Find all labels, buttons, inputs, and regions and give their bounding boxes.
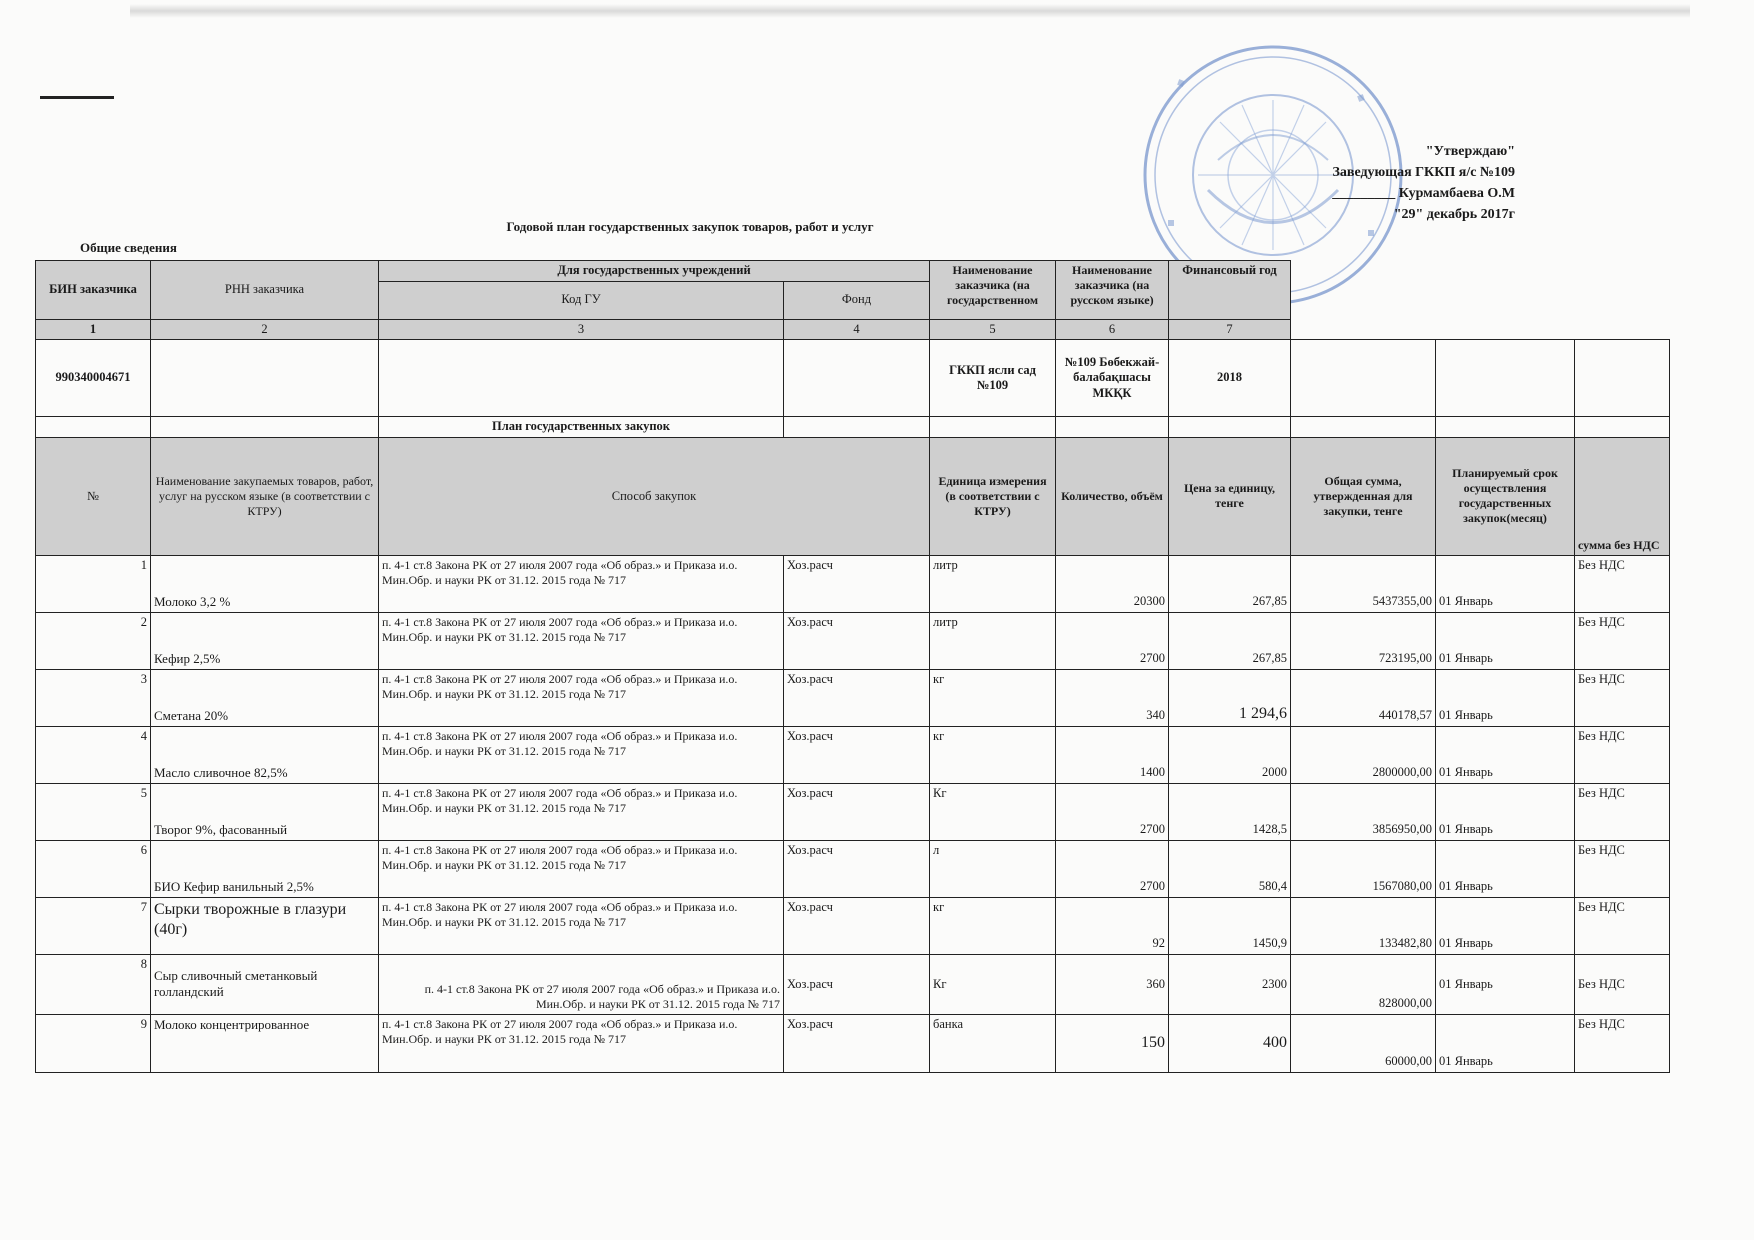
row-month: 01 Январь xyxy=(1436,897,1575,954)
row-total: 1567080,00 xyxy=(1291,840,1436,897)
table-row xyxy=(36,726,1670,783)
row-total: 723195,00 xyxy=(1291,612,1436,669)
row-price: 267,85 xyxy=(1169,555,1291,612)
approval-line-4: "29" декабрь 2017г xyxy=(1393,207,1515,222)
plan-header-num: № xyxy=(36,437,151,555)
row-price: 1428,5 xyxy=(1169,783,1291,840)
row-item-name: БИО Кефир ванильный 2,5% xyxy=(151,840,379,897)
row-month: 01 Январь xyxy=(1436,726,1575,783)
header-bin: БИН заказчика xyxy=(36,261,151,320)
row-vat: Без НДС xyxy=(1575,954,1670,1014)
row-fund: Хоз.расч xyxy=(784,726,930,783)
row-qty: 360 xyxy=(1056,954,1169,1014)
row-unit: литр xyxy=(930,555,1056,612)
table-row xyxy=(36,612,1670,669)
row-total: 828000,00 xyxy=(1291,954,1436,1014)
header-name-state: Наименование заказчика (на государственном xyxy=(930,261,1056,320)
margin-dash xyxy=(40,96,114,99)
row-unit: Кг xyxy=(930,954,1056,1014)
row-qty: 20300 xyxy=(1056,555,1169,612)
row-price: 2000 xyxy=(1169,726,1291,783)
row-item-name: Молоко концентрированное xyxy=(151,1014,379,1072)
header-gov: Для государственных учреждений xyxy=(379,261,930,282)
plan-header-unit: Единица измерения (в соответствии с КТРУ) xyxy=(930,437,1056,555)
row-vat: Без НДС xyxy=(1575,897,1670,954)
row-qty: 92 xyxy=(1056,897,1169,954)
row-vat: Без НДС xyxy=(1575,612,1670,669)
row-price: 2300 xyxy=(1169,954,1291,1014)
row-price: 400 xyxy=(1169,1014,1291,1072)
col-num-4: 4 xyxy=(784,319,930,340)
row-total: 2800000,00 xyxy=(1291,726,1436,783)
row-number: 3 xyxy=(36,669,151,726)
col-num-2: 2 xyxy=(151,319,379,340)
row-number: 5 xyxy=(36,783,151,840)
row-unit: л xyxy=(930,840,1056,897)
col-num-1: 1 xyxy=(36,319,151,340)
row-fund: Хоз.расч xyxy=(784,783,930,840)
procurement-table xyxy=(35,260,1670,1073)
row-total: 60000,00 xyxy=(1291,1014,1436,1072)
row-unit: банка xyxy=(930,1014,1056,1072)
header-name-ru: Наименование заказчика (на русском языке) xyxy=(1056,261,1169,320)
plan-header-vat: сумма без НДС xyxy=(1575,437,1670,555)
row-method: п. 4-1 ст.8 Закона РК от 27 июля 2007 года «Об образ.» и Приказа и.о. Мин.Обр. и науки РК от 31.12. 2015 года № 717 xyxy=(379,555,784,612)
row-vat: Без НДС xyxy=(1575,783,1670,840)
customer-name-state: ГККП ясли сад №109 xyxy=(930,340,1056,417)
row-price: 580,4 xyxy=(1169,840,1291,897)
col-num-6: 6 xyxy=(1056,319,1169,340)
row-month: 01 Январь xyxy=(1436,555,1575,612)
plan-header-total: Общая сумма, утвержденная для закупки, тенге xyxy=(1291,437,1436,555)
row-method: п. 4-1 ст.8 Закона РК от 27 июля 2007 года «Об образ.» и Приказа и.о. Мин.Обр. и науки РК от 31.12. 2015 года № 717 xyxy=(379,1014,784,1072)
row-total: 133482,80 xyxy=(1291,897,1436,954)
approval-line-3: _________ Курмамбаева О.М xyxy=(1332,186,1515,201)
table-row xyxy=(36,1014,1670,1072)
row-vat: Без НДС xyxy=(1575,1014,1670,1072)
scan-edge-artifact xyxy=(130,4,1690,18)
row-month: 01 Январь xyxy=(1436,612,1575,669)
general-info-label: Общие сведения xyxy=(80,240,177,255)
table-row xyxy=(36,840,1670,897)
header-rnn: РНН заказчика xyxy=(151,261,379,320)
row-fund: Хоз.расч xyxy=(784,612,930,669)
row-qty: 150 xyxy=(1056,1014,1169,1072)
row-month: 01 Январь xyxy=(1436,954,1575,1014)
table-row xyxy=(36,555,1670,612)
approval-block xyxy=(1265,141,1515,225)
customer-name-ru: №109 Бөбекжай-балабақшасы МКҚК xyxy=(1056,340,1169,417)
plan-header-price: Цена за единицу, тенге xyxy=(1169,437,1291,555)
row-item-name: Кефир 2,5% xyxy=(151,612,379,669)
row-qty: 2700 xyxy=(1056,612,1169,669)
approval-line-1: "Утверждаю" xyxy=(1425,144,1515,159)
row-vat: Без НДС xyxy=(1575,726,1670,783)
row-number: 9 xyxy=(36,1014,151,1072)
customer-bin: 990340004671 xyxy=(36,340,151,417)
row-qty: 340 xyxy=(1056,669,1169,726)
col-num-7: 7 xyxy=(1169,319,1291,340)
row-qty: 2700 xyxy=(1056,783,1169,840)
row-number: 6 xyxy=(36,840,151,897)
row-item-name: Масло сливочное 82,5% xyxy=(151,726,379,783)
row-month: 01 Январь xyxy=(1436,1014,1575,1072)
col-num-3: 3 xyxy=(379,319,784,340)
row-fund: Хоз.расч xyxy=(784,897,930,954)
header-fin-year: Финансовый год xyxy=(1169,261,1291,320)
plan-header-method: Способ закупок xyxy=(379,437,930,555)
plan-header-name: Наименование закупаемых товаров, работ, услуг на русском языке (в соответствии с КТРУ) xyxy=(151,437,379,555)
row-qty: 2700 xyxy=(1056,840,1169,897)
row-fund: Хоз.расч xyxy=(784,555,930,612)
approval-line-2: Заведующая ГККП я/с №109 xyxy=(1332,165,1515,180)
row-fund: Хоз.расч xyxy=(784,840,930,897)
row-fund: Хоз.расч xyxy=(784,669,930,726)
row-total: 440178,57 xyxy=(1291,669,1436,726)
row-vat: Без НДС xyxy=(1575,555,1670,612)
row-number: 8 xyxy=(36,954,151,1014)
row-unit: кг xyxy=(930,726,1056,783)
row-month: 01 Январь xyxy=(1436,783,1575,840)
row-item-name: Сметана 20% xyxy=(151,669,379,726)
row-vat: Без НДС xyxy=(1575,669,1670,726)
row-number: 4 xyxy=(36,726,151,783)
row-fund: Хоз.расч xyxy=(784,954,930,1014)
row-price: 1 294,6 xyxy=(1169,669,1291,726)
row-unit: Кг xyxy=(930,783,1056,840)
row-method: п. 4-1 ст.8 Закона РК от 27 июля 2007 года «Об образ.» и Приказа и.о. Мин.Обр. и науки РК от 31.12. 2015 года № 717 xyxy=(379,612,784,669)
row-unit: кг xyxy=(930,669,1056,726)
customer-year: 2018 xyxy=(1169,340,1291,417)
row-item-name: Сырки творожные в глазури (40г) xyxy=(151,897,379,954)
document-title: Годовой план государственных закупок товаров, работ и услуг xyxy=(506,219,874,234)
row-item-name: Молоко 3,2 % xyxy=(151,555,379,612)
row-fund: Хоз.расч xyxy=(784,1014,930,1072)
row-number: 1 xyxy=(36,555,151,612)
row-method: п. 4-1 ст.8 Закона РК от 27 июля 2007 года «Об образ.» и Приказа и.о. Мин.Обр. и науки РК от 31.12. 2015 года № 717 xyxy=(379,669,784,726)
plan-header-term: Планируемый срок осуществления государственных закупок(месяц) xyxy=(1436,437,1575,555)
row-unit: литр xyxy=(930,612,1056,669)
row-price: 1450,9 xyxy=(1169,897,1291,954)
row-number: 2 xyxy=(36,612,151,669)
plan-header-qty: Количество, объём xyxy=(1056,437,1169,555)
header-fund: Фонд xyxy=(784,281,930,319)
table-row xyxy=(36,669,1670,726)
row-total: 5437355,00 xyxy=(1291,555,1436,612)
row-method: п. 4-1 ст.8 Закона РК от 27 июля 2007 года «Об образ.» и Приказа и.о. Мин.Обр. и науки РК от 31.12. 2015 года № 717 xyxy=(379,840,784,897)
row-number: 7 xyxy=(36,897,151,954)
table-row xyxy=(36,897,1670,954)
plan-label: План государственных закупок xyxy=(379,417,784,438)
row-method: п. 4-1 ст.8 Закона РК от 27 июля 2007 года «Об образ.» и Приказа и.о. Мин.Обр. и науки РК от 31.12. 2015 года № 717 xyxy=(379,954,784,1014)
row-month: 01 Январь xyxy=(1436,840,1575,897)
row-vat: Без НДС xyxy=(1575,840,1670,897)
table-row xyxy=(36,954,1670,1014)
row-price: 267,85 xyxy=(1169,612,1291,669)
table-row xyxy=(36,783,1670,840)
header-code-gu: Код ГУ xyxy=(379,281,784,319)
row-item-name: Сыр сливочный сметанковый голландский xyxy=(151,954,379,1014)
col-num-5: 5 xyxy=(930,319,1056,340)
row-method: п. 4-1 ст.8 Закона РК от 27 июля 2007 года «Об образ.» и Приказа и.о. Мин.Обр. и науки РК от 31.12. 2015 года № 717 xyxy=(379,897,784,954)
row-method: п. 4-1 ст.8 Закона РК от 27 июля 2007 года «Об образ.» и Приказа и.о. Мин.Обр. и науки РК от 31.12. 2015 года № 717 xyxy=(379,726,784,783)
row-qty: 1400 xyxy=(1056,726,1169,783)
row-month: 01 Январь xyxy=(1436,669,1575,726)
row-total: 3856950,00 xyxy=(1291,783,1436,840)
row-item-name: Творог 9%, фасованный xyxy=(151,783,379,840)
row-method: п. 4-1 ст.8 Закона РК от 27 июля 2007 года «Об образ.» и Приказа и.о. Мин.Обр. и науки РК от 31.12. 2015 года № 717 xyxy=(379,783,784,840)
row-unit: кг xyxy=(930,897,1056,954)
